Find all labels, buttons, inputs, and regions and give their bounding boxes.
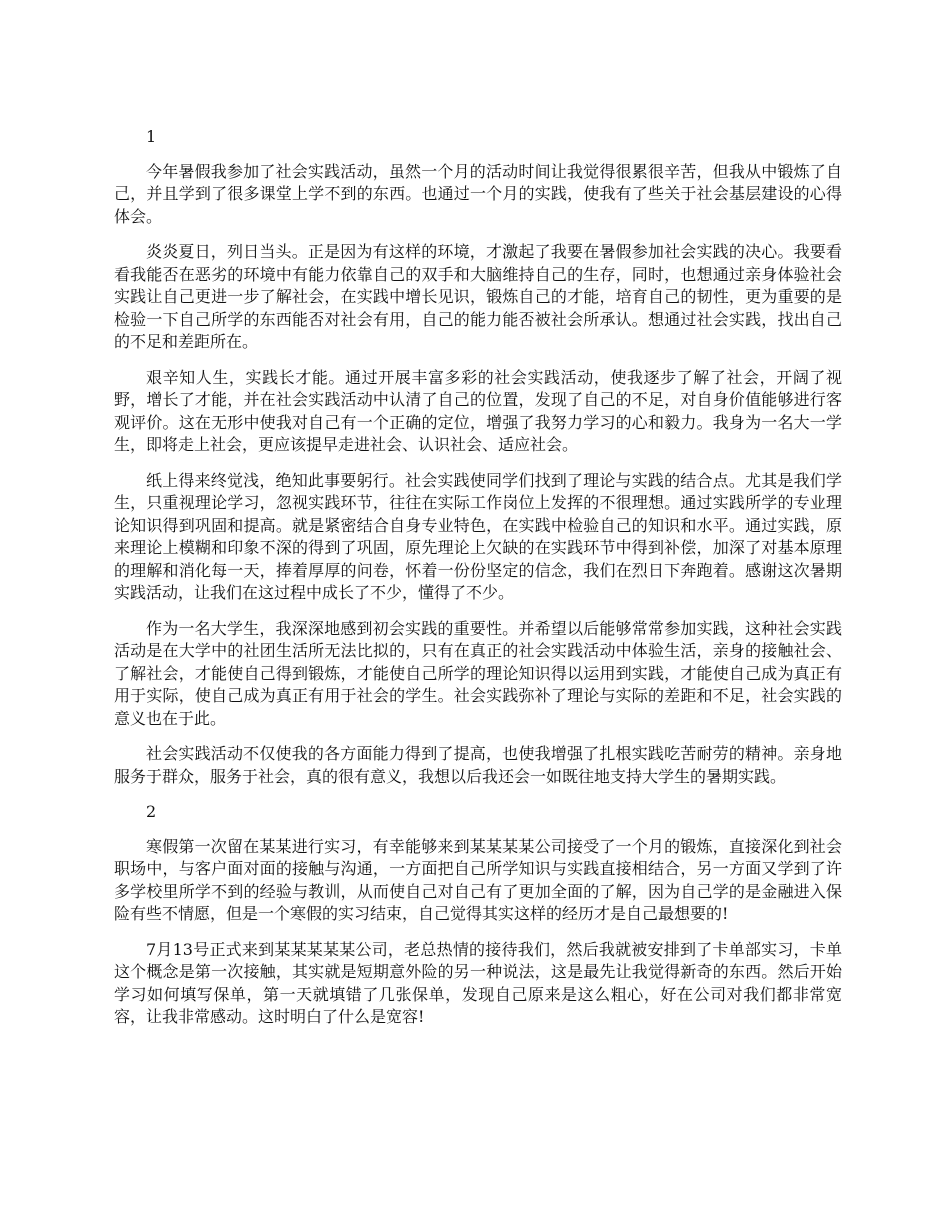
- section-number: 1: [146, 127, 157, 146]
- paragraph: 炎炎夏日，列日当头。正是因为有这样的环境，才激起了我要在暑假参加社会实践的决心。我要看看我能否在恶劣的环境中有能力依靠自己的双手和大脑维持自己的生存，同时，也想通过亲身体验社会实践让自己更进一步了解社会，在实践中增长见识，锻炼自己的才能，培育自己的韧性，更为重要的是检验一下自己所学的东西能否对社会有用，自己的能力能否被社会所承认。想通过社会实践，找出自己的不足和差距所在。: [114, 242, 842, 351]
- paragraph: 作为一名大学生，我深深地感到初会实践的重要性。并希望以后能够常常参加实践，这种社会实践活动是在大学中的社团生活所无法比拟的，只有在真正的社会实践活动中体验生活，亲身的接触社会、了解社会，才能使自己得到锻炼，才能使自己所学的理论知识得以运用到实践，才能使自己成为真正有用于实际，使自己成为真正有用于社会的学生。社会实践弥补了理论与实际的差距和不足，社会实践的意义也在于此。: [114, 618, 842, 728]
- paragraph: 7月13号正式来到某某某某某公司，老总热情的接待我们，然后我就被安排到了卡单部实习，卡单这个概念是第一次接触，其实就是短期意外险的另一种说法，这是最先让我觉得新奇的东西。然后开始学习如何填写保单，第一天就填错了几张保单，发现自己原来是这么粗心，好在公司对我们都非常宽容，让我非常感动。这时明白了什么是宽容!: [114, 939, 842, 1026]
- document-body: [114, 126, 842, 1042]
- paragraph: 艰辛知人生，实践长才能。通过开展丰富多彩的社会实践活动，使我逐步了解了社会，开阔了视野，增长了才能，并在社会实践活动中认清了自己的位置，发现了自己的不足，对自身价值能够进行客观评价。这在无形中使我对自己有一个正确的定位，增强了我努力学习的心和毅力。我身为一名大一学生，即将走上社会，更应该提早走进社会、认识社会、适应社会。: [114, 367, 842, 454]
- paragraph: 今年暑假我参加了社会实践活动，虽然一个月的活动时间让我觉得很累很辛苦，但我从中锻炼了自己，并且学到了很多课堂上学不到的东西。也通过一个月的实践，使我有了些关于社会基层建设的心得体会。: [114, 161, 842, 226]
- paragraph: 纸上得来终觉浅，绝知此事要躬行。社会实践使同学们找到了理论与实践的结合点。尤其是我们学生，只重视理论学习，忽视实践环节，往往在实际工作岗位上发挥的不很理想。通过实践所学的专业理论知识得到巩固和提高。就是紧密结合自身专业特色，在实践中检验自己的知识和水平。通过实践，原来理论上模糊和印象不深的得到了巩固，原先理论上欠缺的在实践环节中得到补偿，加深了对基本原理的理解和消化每一天，捧着厚厚的问卷，怀着一份份坚定的信念，我们在烈日下奔跑着。感谢这次暑期实践活动，让我们在这过程中成长了不少，懂得了不少。: [114, 470, 842, 602]
- section-number: 2: [146, 802, 157, 821]
- paragraph: 社会实践活动不仅使我的各方面能力得到了提高，也使我增强了扎根实践吃苦耐劳的精神。亲身地服务于群众，服务于社会，真的很有意义，我想以后我还会一如既往地支持大学生的暑期实践。: [114, 744, 842, 786]
- section-1: [114, 126, 842, 788]
- section-2: [114, 801, 842, 1029]
- paragraph: 寒假第一次留在某某进行实习，有幸能够来到某某某某公司接受了一个月的锻炼，直接深化到社会职场中，与客户面对面的接触与沟通，一方面把自己所学知识与实践直接相结合，另一方面又学到了许多学校里所学不到的经验与教训，从而使自己对自己有了更加全面的了解，因为自己学的是金融进入保险有些不情愿，但是一个寒假的实习结束，自己觉得其实这样的经历才是自己最想要的!: [114, 836, 842, 923]
